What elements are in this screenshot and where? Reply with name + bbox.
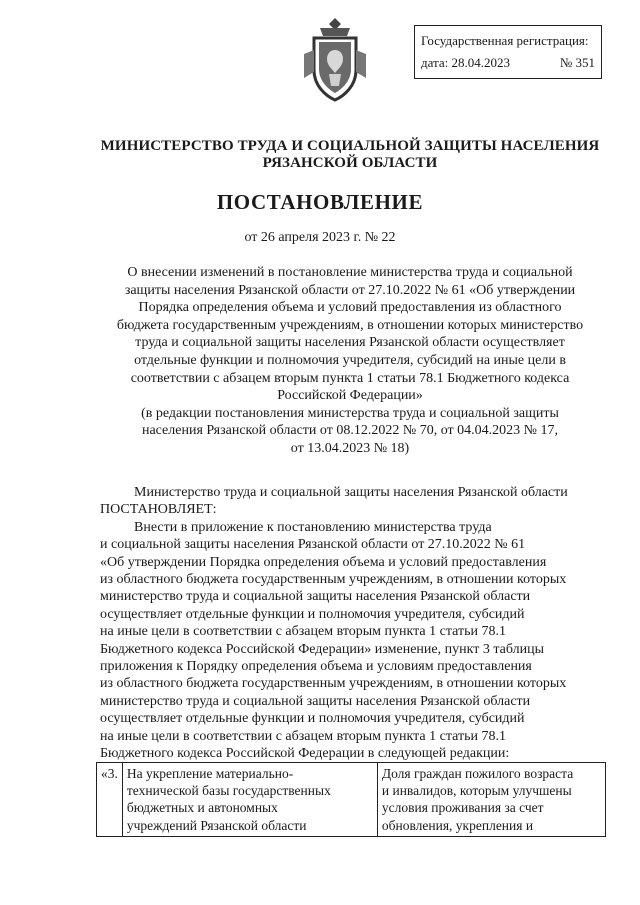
registration-stamp — [414, 25, 602, 79]
row-number: «3. — [97, 763, 123, 837]
body-line: на иные цели в соответствии с абзацем вторым пункта 1 статьи 78.1 — [100, 624, 506, 640]
subject-line: бюджета государственным учреждениям, в отношении которых министерство — [116, 317, 584, 333]
registration-date: дата: 28.04.2023 — [421, 55, 511, 70]
amendment-table — [96, 762, 606, 837]
ministry-line-2: РЯЗАНСКОЙ ОБЛАСТИ — [262, 155, 438, 171]
cell-line: технической базы государственных — [126, 783, 331, 799]
body-line: приложения к Порядку определения объема и условиям предоставления — [100, 659, 532, 675]
body-line: и социальной защиты населения Рязанской области от 27.10.2022 № 61 — [100, 537, 526, 553]
document-type: ПОСТАНОВЛЕНИЕ — [216, 190, 424, 214]
ministry-name — [60, 138, 640, 172]
body-line: «Об утверждении Порядка определения объема и условий предоставления — [100, 554, 547, 570]
subject-line: от 13.04.2023 № 18) — [290, 440, 410, 456]
registration-row — [421, 52, 595, 74]
coat-of-arms-icon — [300, 14, 370, 110]
cell-line: На укрепление материально- — [126, 766, 294, 781]
subject-line: труда и социальной защиты населения Рязанской области осуществляет — [135, 335, 565, 351]
registration-label: Государственная регистрация: — [421, 33, 589, 48]
body-line: Внести в приложение к постановлению министерства труда — [134, 519, 492, 535]
subject-line: Российской Федерации» — [277, 388, 423, 404]
cell-line: условия проживания за счет — [381, 800, 544, 816]
body-line: на иные цели в соответствии с абзацем вторым пункта 1 статьи 78.1 — [100, 728, 506, 744]
ministry-line-1: МИНИСТЕРСТВО ТРУДА И СОЦИАЛЬНОЙ ЗАЩИТЫ НАСЕЛЕНИЯ — [100, 138, 600, 154]
body-line: из областного бюджета государственным учреждениям, в отношении которых — [100, 572, 567, 588]
subject-line: отдельные функции и полномочия учредителя, субсидий на иные цели в — [134, 352, 566, 368]
body-line: осуществляет отдельные функции и полномочия учредителя, субсидий — [100, 711, 525, 727]
subject-line: населения Рязанской области от 08.12.2022 № 70, от 04.04.2023 № 17, — [141, 423, 559, 439]
body-line: осуществляет отдельные функции и полномочия учредителя, субсидий — [100, 606, 525, 622]
subsidy-purpose-cell — [122, 763, 377, 837]
cell-line: учреждений Рязанской области — [126, 817, 307, 833]
body-intro: Министерство труда и социальной защиты населения Рязанской области — [134, 485, 568, 500]
body-line: Бюджетного кодекса Российской Федерации» изменение, пункт 3 таблицы — [100, 641, 544, 657]
document-date: от 26 апреля 2023 г. № 22 — [244, 230, 396, 245]
subject-line: защиты населения Рязанской области от 27.10.2022 № 61 «Об утверждении — [124, 282, 576, 298]
subject-line: О внесении изменений в постановление министерства труда и социальной — [127, 265, 573, 280]
body-line: из областного бюджета государственным учреждениям, в отношении которых — [100, 676, 567, 692]
subject-line: (в редакции постановления министерства труда и социальной защиты — [141, 405, 559, 421]
subject-line: Порядка определения объема и условий предоставления из областного — [138, 300, 562, 316]
document-subject — [100, 264, 600, 458]
table-row — [97, 763, 606, 837]
cell-line: бюджетных и автономных — [126, 800, 278, 816]
body-line: министерство труда и социальной защиты населения Рязанской области — [100, 589, 531, 605]
body-line: Бюджетного кодекса Российской Федерации в следующей редакции: — [100, 746, 510, 762]
cell-line: Доля граждан пожилого возраста — [381, 766, 574, 781]
document-body — [100, 484, 604, 763]
body-decree: ПОСТАНОВЛЯЕТ: — [100, 502, 217, 518]
registration-number: № 351 — [559, 55, 595, 70]
subject-line: соответствии с абзацем вторым пункта 1 статьи 78.1 Бюджетного кодекса — [130, 370, 570, 386]
body-line: министерство труда и социальной защиты населения Рязанской области — [100, 693, 531, 709]
cell-line: обновления, укрепления и — [381, 817, 534, 833]
indicator-cell — [377, 763, 605, 837]
cell-line: и инвалидов, которым улучшены — [381, 783, 572, 799]
